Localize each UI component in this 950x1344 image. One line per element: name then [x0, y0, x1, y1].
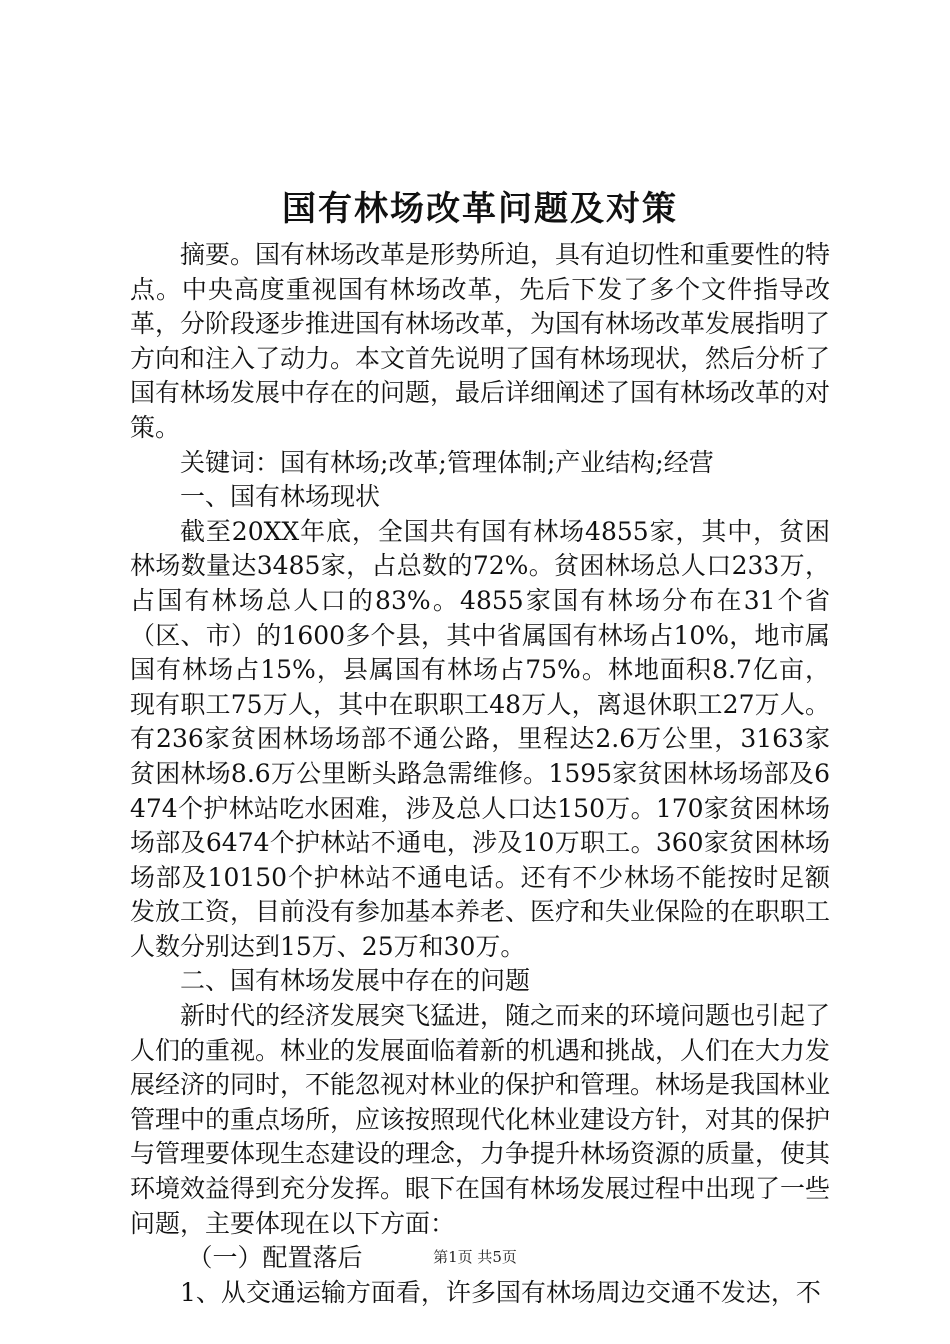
body-paragraph-status: 截至20XX年底，全国共有国有林场4855家，其中，贫困林场数量达3485家，占总数的72%。贫困林场总人口233万，占国有林场总人口的83%。4855家国有林场分布在31个省（区、市）的1600多个县，其中省属国有林场占10%，地市属国有林场占15%，县属国有林场占75%。林地面积8.7亿亩，现有职工75万人，其中在职职工48万人，离退休职工27万人。有236家贫困林场场部不通公路，里程达2.6万公里，3163家贫困林场8.6万公里断头路急需维修。1595家贫困林场场部及6474个护林站吃水困难，涉及总人口达150万。170家贫困林场场部及6474个护林站不通电，涉及10万职工。360家贫困林场场部及10150个护林站不通电话。还有不少林场不能按时足额发放工资，目前没有参加基本养老、医疗和失业保险的在职职工人数分别达到15万、25万和30万。: [130, 516, 831, 961]
section-heading-2: 二、国有林场发展中存在的问题: [180, 966, 531, 996]
body-paragraph-problems: 新时代的经济发展突飞猛进，随之而来的环境问题也引起了人们的重视。林业的发展面临着新的机遇和挑战，人们在大力发展经济的同时，不能忽视对林业的保护和管理。林场是我国林业管理中的重点场所，应该按照现代化林业建设方针，对其的保护与管理要体现生态建设的理念，力争提升林场资源的质量，使其环境效益得到充分发挥。眼下在国有林场发展过程中出现了一些问题，主要体现在以下方面：: [130, 1001, 831, 1238]
subsection-heading-1: （一）配置落后: [187, 1243, 363, 1273]
section-heading-1: 一、国有林场现状: [180, 482, 381, 512]
keywords-line: 关键词：国有林场;改革;管理体制;产业结构;经营: [180, 447, 714, 477]
page-footer: 第1页 共5页: [433, 1248, 517, 1266]
document-page: [130, 180, 830, 1310]
document-title: 国有林场改革问题及对策: [282, 189, 678, 229]
abstract-paragraph: 摘要。国有林场改革是形势所迫，具有迫切性和重要性的特点。中央高度重视国有林场改革，先后下发了多个文件指导改革，分阶段逐步推进国有林场改革，为国有林场改革发展指明了方向和注入了动力。本文首先说明了国有林场现状，然后分析了国有林场发展中存在的问题，最后详细阐述了国有林场改革的对策。: [130, 240, 831, 442]
body-paragraph-transport: 1、从交通运输方面看，许多国有林场周边交通不发达，不: [180, 1277, 821, 1307]
